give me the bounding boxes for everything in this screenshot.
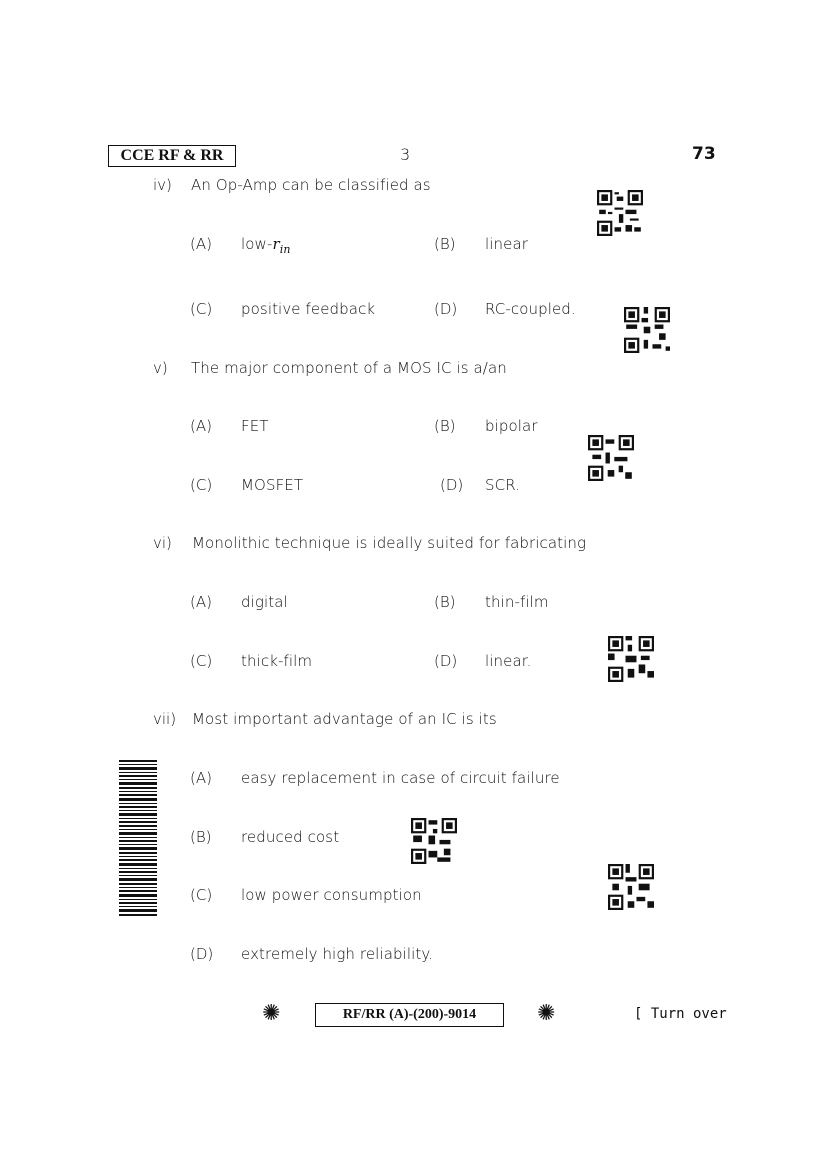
option-text: low power consumption — [241, 886, 422, 904]
option-text: RC-coupled. — [485, 300, 576, 318]
question-number: vi) — [153, 534, 172, 552]
option-text: thick-film — [241, 652, 313, 670]
option-text: MOSFET — [241, 476, 304, 494]
paper-code-box — [108, 145, 236, 167]
option-text: reduced cost — [241, 828, 340, 846]
option-text: bipolar — [485, 417, 538, 435]
option-text: easy replacement in case of circuit failure — [241, 769, 560, 787]
star-ornament-icon: ✺ — [262, 1001, 281, 1026]
footer-code: RF/RR (A)-(200)-9014 — [342, 1007, 477, 1022]
qr-code-icon — [624, 307, 670, 353]
option-letter: (C) — [190, 476, 213, 494]
question-number: v) — [153, 359, 168, 377]
star-ornament-icon: ✺ — [537, 1001, 556, 1026]
option-letter: (D) — [190, 945, 214, 963]
option-text: thin-film — [485, 593, 549, 611]
option-text: low-$r_{in}$ — [241, 235, 291, 256]
option-text: FET — [241, 417, 269, 435]
option-letter: (A) — [190, 417, 212, 435]
option-letter: (A) — [190, 769, 212, 787]
qr-code-icon — [588, 435, 634, 481]
math-subscript: in — [279, 243, 291, 256]
option-text: SCR. — [485, 476, 521, 494]
paper-code-label: CCE RF & RR — [120, 147, 224, 164]
qr-code-icon — [411, 818, 457, 864]
question-number: iv) — [153, 176, 172, 194]
question-text: An Op-Amp can be classified as — [191, 176, 431, 194]
qr-code-icon — [597, 190, 643, 236]
math-variable: r — [272, 235, 280, 253]
option-text: linear. — [485, 652, 532, 670]
page-number: 3 — [400, 145, 411, 164]
option-text: positive feedback — [241, 300, 376, 318]
subject-code: 73 — [692, 144, 716, 164]
question-text: Monolithic technique is ideally suited for fabricating — [192, 534, 587, 552]
option-letter: (B) — [190, 828, 212, 846]
option-letter: (D) — [434, 300, 458, 318]
option-letter: (D) — [434, 652, 458, 670]
option-text: extremely high reliability. — [241, 945, 434, 963]
option-letter: (B) — [434, 593, 456, 611]
option-text: linear — [485, 235, 529, 253]
question-text: The major component of a MOS IC is a/an — [191, 359, 507, 377]
option-letter: (C) — [190, 300, 213, 318]
option-letter: (B) — [434, 235, 456, 253]
option-letter: (D) — [440, 476, 464, 494]
footer-code-box — [315, 1003, 504, 1027]
turn-over-label: [ Turn over — [634, 1006, 727, 1022]
option-letter: (A) — [190, 593, 212, 611]
option-letter: (C) — [190, 886, 213, 904]
question-number: vii) — [153, 710, 177, 728]
qr-code-icon — [608, 636, 654, 682]
question-text: Most important advantage of an IC is its — [192, 710, 497, 728]
option-letter: (A) — [190, 235, 212, 253]
option-letter: (B) — [434, 417, 456, 435]
option-text: digital — [241, 593, 288, 611]
option-letter: (C) — [190, 652, 213, 670]
qr-code-icon — [608, 864, 654, 910]
barcode-icon — [119, 760, 157, 917]
